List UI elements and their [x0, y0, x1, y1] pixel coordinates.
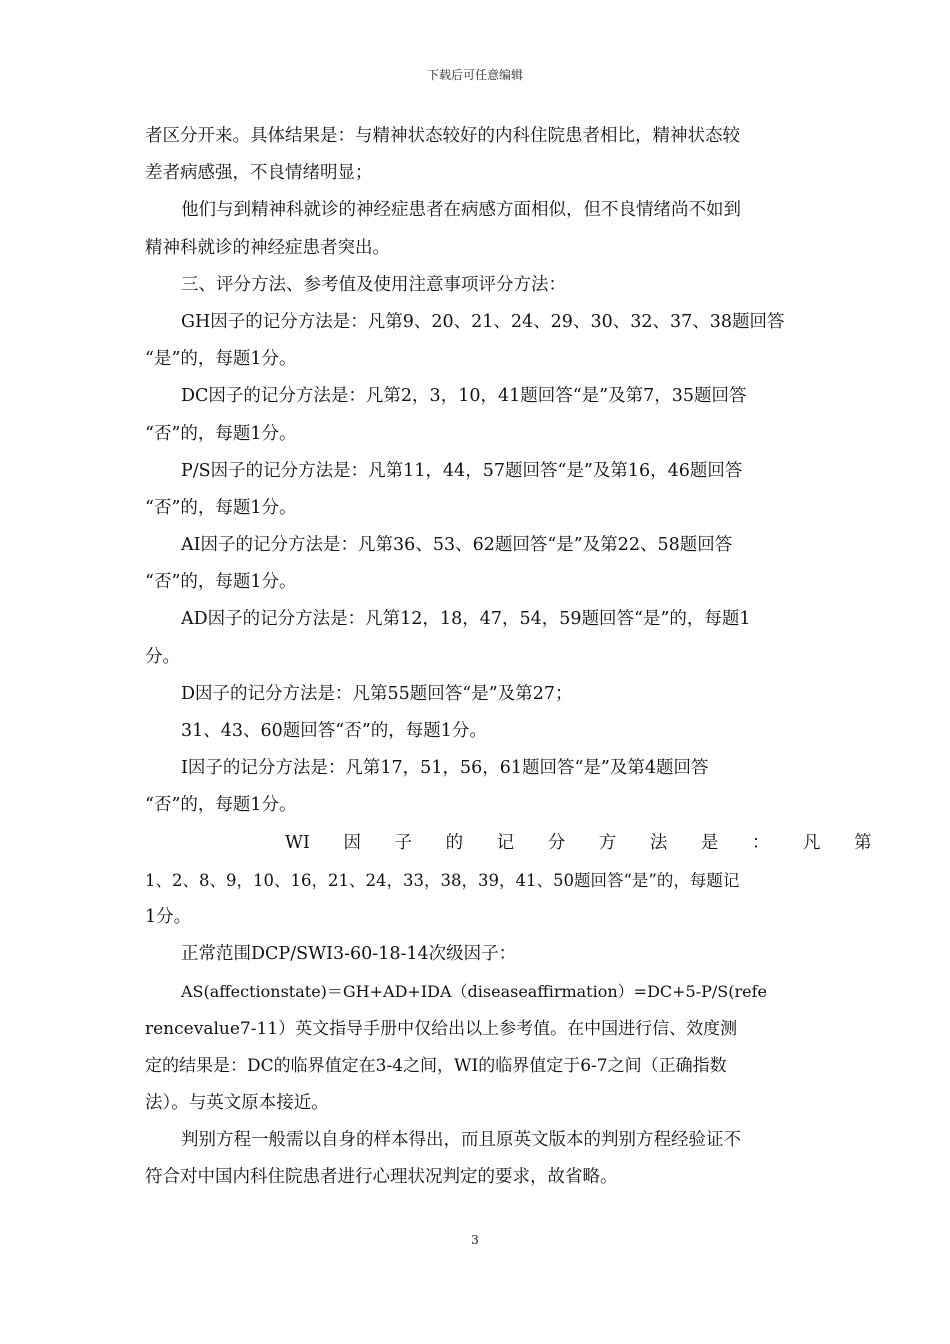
text-line: 差者病感强，不良情绪明显； — [145, 163, 373, 184]
text-line: rencevalue7-11）英文指导手册中仅给出以上参考值。在中国进行信、效度测 — [145, 1018, 738, 1039]
text-line: D因子的记分方法是：凡第55题回答“是”及第27； — [181, 683, 573, 704]
page-header: 下载后可任意编辑 — [426, 68, 523, 82]
text-line: “否”的，每题1分。 — [145, 795, 297, 816]
page-number: 3 — [471, 1233, 479, 1247]
text-line: 符合对中国内科住院患者进行心理状况判定的要求，故省略。 — [145, 1167, 618, 1188]
text-line: 1、2、8、9，10、16，21、24，33，38，39，41、50题回答“是”的，每题记 — [145, 870, 740, 890]
text-line: “是”的，每题1分。 — [145, 349, 297, 370]
text-line: 31、43、60题回答“否”的，每题1分。 — [181, 721, 487, 741]
text-line: 1分。 — [145, 906, 192, 927]
text-line: 判别方程一般需以自身的样本得出，而且原英文版本的判别方程经验证不 — [181, 1130, 741, 1151]
section-heading: 三、评分方法、参考值及使用注意事项评分方法： — [181, 274, 566, 295]
text-line: 法）。与英文原本接近。 — [145, 1092, 329, 1113]
text-line: AS(affectionstate)＝GH+AD+IDA（diseaseaffirmation）=DC+5-P/S(refe — [181, 982, 767, 1002]
text-line: 定的结果是：DC的临界值定在3-4之间，WI的临界值定于6-7之间（正确指数 — [145, 1055, 727, 1076]
text-line: AD因子的记分方法是：凡第12，18，47，54，59题回答“是”的，每题1 — [181, 609, 751, 630]
text-line: P/S因子的记分方法是：凡第11，44，57题回答“是”及第16，46题回答 — [181, 460, 743, 481]
text-line: GH因子的记分方法是：凡第9、20、21、24、29、30、32、37、38题回答 — [181, 311, 785, 332]
text-line: 正常范围DCP/SWI3-60-18-14次级因子： — [181, 944, 517, 965]
text-line: DC因子的记分方法是：凡第2，3，10，41题回答“是”及第7，35题回答 — [181, 386, 747, 407]
justified-text: WI 因 子 的 记 分 方 法 是 ： 凡 第 — [285, 832, 872, 853]
text-line: 者区分开来。具体结果是：与精神状态较好的内科住院患者相比，精神状态较 — [145, 126, 740, 146]
text-line: “否”的，每题1分。 — [145, 572, 297, 593]
text-line-justified — [145, 825, 872, 862]
text-line: “否”的，每题1分。 — [145, 497, 297, 518]
text-line: AI因子的记分方法是：凡第36、53、62题回答“是”及第22、58题回答 — [181, 535, 733, 556]
text-line: 分。 — [145, 646, 180, 667]
text-line: 他们与到精神科就诊的神经症患者在病感方面相似，但不良情绪尚不如到 — [181, 200, 741, 221]
text-line: “否”的，每题1分。 — [145, 423, 297, 444]
text-line: 精神科就诊的神经症患者突出。 — [145, 237, 390, 258]
text-line: I因子的记分方法是：凡第17，51，56，61题回答“是”及第4题回答 — [181, 758, 709, 779]
document-body — [145, 118, 872, 1196]
